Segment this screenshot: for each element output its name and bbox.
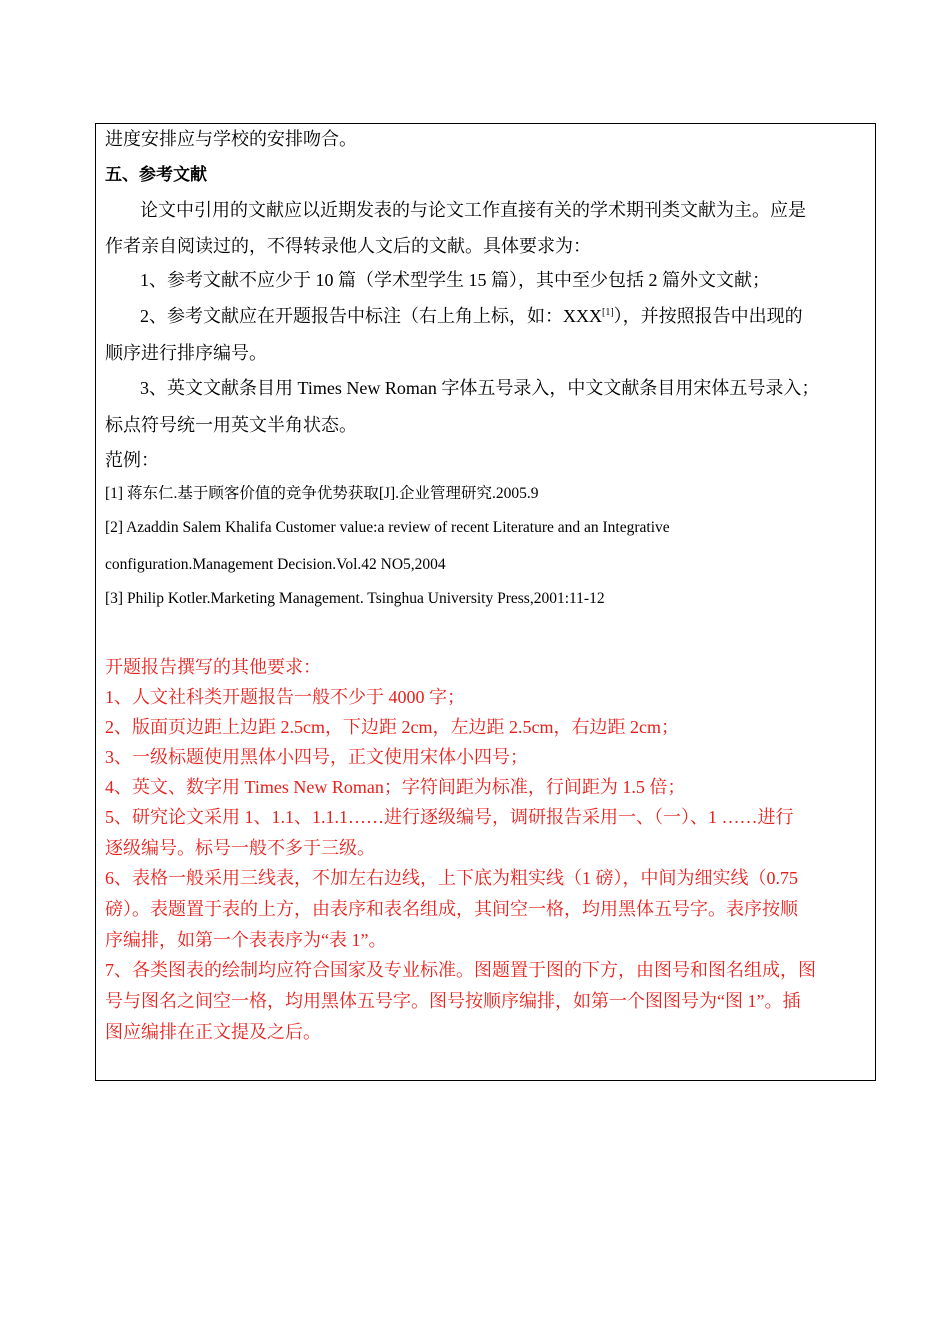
- other-requirement-line: 2、版面页边距上边距 2.5cm，下边距 2cm，左边距 2.5cm，右边距 2cm；: [105, 717, 679, 737]
- reference-entry-1: [1] 蒋东仁.基于顾客价值的竞争优势获取[J].企业管理研究.2005.9: [105, 485, 539, 502]
- reference-entry-2-continued: configuration.Management Decision.Vol.42 NO5,2004: [105, 556, 446, 573]
- requirement-item-2-line-2: 顺序进行排序编号。: [105, 343, 267, 363]
- other-requirement-line: 序编排，如第一个表表序为“表 1”。: [105, 930, 387, 950]
- section-heading-references: 五、参考文献: [105, 165, 207, 185]
- other-requirements-title: 开题报告撰写的其他要求：: [105, 657, 321, 677]
- requirement-item-3-line-2: 标点符号统一用英文半角状态。: [105, 415, 357, 435]
- other-requirement-line: 逐级编号。标号一般不多于三级。: [105, 838, 375, 858]
- example-label: 范例：: [105, 450, 159, 470]
- other-requirement-line: 4、英文、数字用 Times New Roman；字符间距为标准，行间距为 1.5 倍；: [105, 777, 686, 797]
- superscript-citation-marker: [1]: [602, 307, 614, 318]
- intro-paragraph-line-1: 论文中引用的文献应以近期发表的与论文工作直接有关的学术期刊类文献为主。应是: [140, 200, 806, 220]
- other-requirement-line: 号与图名之间空一格，均用黑体五号字。图号按顺序编排，如第一个图图号为“图 1”。插: [105, 991, 801, 1011]
- reference-entry-3: [3] Philip Kotler.Marketing Management. Tsinghua University Press,2001:11-12: [105, 590, 605, 607]
- other-requirement-line: 3、一级标题使用黑体小四号，正文使用宋体小四号；: [105, 747, 528, 767]
- requirement-item-2: [140, 304, 803, 328]
- other-requirement-line: 7、各类图表的绘制均应符合国家及专业标准。图题置于图的下方，由图号和图名组成，图: [105, 960, 816, 980]
- other-requirement-line: 6、表格一般采用三线表，不加左右边线，上下底为粗实线（1 磅），中间为细实线（0.75: [105, 868, 798, 888]
- other-requirement-line: 磅）。表题置于表的上方，由表序和表名组成，其间空一格，均用黑体五号字。表序按顺: [105, 899, 798, 919]
- item-2-text-before: 2、参考文献应在开题报告中标注（右上角上标，如：XXX: [140, 306, 602, 326]
- requirement-item-3: 3、英文文献条目用 Times New Roman 字体五号录入，中文文献条目用宋体五号录入；: [140, 378, 820, 398]
- continued-text-line: 进度安排应与学校的安排吻合。: [105, 129, 357, 149]
- reference-entry-2: [2] Azaddin Salem Khalifa Customer value:a review of recent Literature and an Integrative: [105, 519, 670, 536]
- other-requirement-line: 5、研究论文采用 1、1.1、1.1.1……进行逐级编号，调研报告采用一、（一）、1 ……进行: [105, 807, 794, 827]
- requirement-item-1: 1、参考文献不应少于 10 篇（学术型学生 15 篇），其中至少包括 2 篇外文文献；: [140, 270, 770, 290]
- item-2-text-after: ），并按照报告中出现的: [613, 306, 803, 326]
- other-requirement-line: 1、人文社科类开题报告一般不少于 4000 字；: [105, 687, 465, 707]
- intro-paragraph-line-2: 作者亲自阅读过的，不得转录他人文后的文献。具体要求为：: [105, 236, 591, 256]
- other-requirement-line: 图应编排在正文提及之后。: [105, 1022, 321, 1042]
